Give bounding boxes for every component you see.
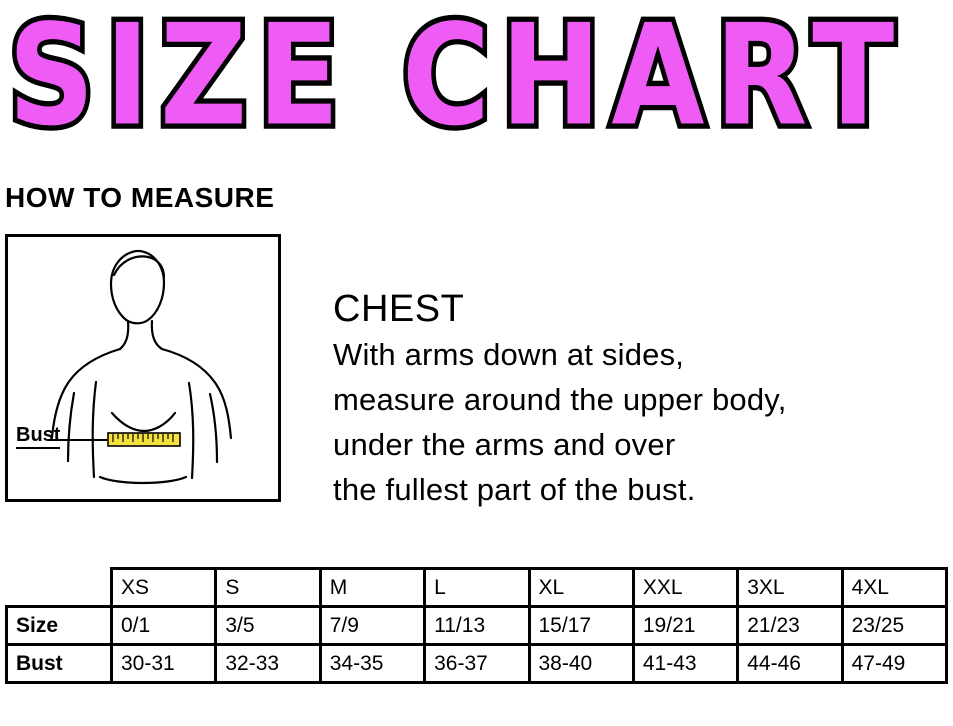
table-cell-size-l: 11/13 xyxy=(425,607,529,645)
table-header-row xyxy=(7,569,947,607)
table-col-header-l: L xyxy=(425,569,529,607)
table-cell-bust-xs: 30-31 xyxy=(112,645,216,683)
table-cell-bust-m: 34-35 xyxy=(320,645,424,683)
table-cell-size-xxl: 19/21 xyxy=(633,607,737,645)
table-row-label-size: Size xyxy=(7,607,112,645)
table-cell-bust-4xl: 47-49 xyxy=(842,645,946,683)
table-cell-bust-3xl: 44-46 xyxy=(738,645,842,683)
chest-description-block xyxy=(333,286,933,512)
table-col-header-s: S xyxy=(216,569,320,607)
table-cell-size-xs: 0/1 xyxy=(112,607,216,645)
table-row xyxy=(7,645,947,683)
bust-callout-label: Bust xyxy=(16,424,60,449)
chest-line-4: the fullest part of the bust. xyxy=(333,472,696,507)
table-col-header-m: M xyxy=(320,569,424,607)
how-to-measure-heading: HOW TO MEASURE xyxy=(5,182,275,213)
table-col-header-xl: XL xyxy=(529,569,633,607)
chest-line-3: under the arms and over xyxy=(333,427,676,462)
table-cell-size-4xl: 23/25 xyxy=(842,607,946,645)
table-col-header-xs: XS xyxy=(112,569,216,607)
table-cell-size-xl: 15/17 xyxy=(529,607,633,645)
table-corner-blank xyxy=(7,569,112,607)
table-cell-bust-xl: 38-40 xyxy=(529,645,633,683)
chest-line-2: measure around the upper body, xyxy=(333,382,787,417)
size-chart-table xyxy=(5,567,948,684)
chest-heading: CHEST xyxy=(333,288,465,330)
table-cell-bust-xxl: 41-43 xyxy=(633,645,737,683)
table-cell-bust-l: 36-37 xyxy=(425,645,529,683)
table-cell-bust-s: 32-33 xyxy=(216,645,320,683)
table-cell-size-3xl: 21/23 xyxy=(738,607,842,645)
female-torso-illustration xyxy=(8,237,278,499)
measurement-figure-box xyxy=(5,234,281,502)
chest-line-1: With arms down at sides, xyxy=(333,337,685,372)
page-title-banner xyxy=(0,0,953,157)
page-title: SIZE CHART xyxy=(8,0,905,157)
table-col-header-xxl: XXL xyxy=(633,569,737,607)
table-col-header-4xl: 4XL xyxy=(842,569,946,607)
table-cell-size-m: 7/9 xyxy=(320,607,424,645)
table-col-header-3xl: 3XL xyxy=(738,569,842,607)
tape-measure-icon xyxy=(108,433,180,446)
table-cell-size-s: 3/5 xyxy=(216,607,320,645)
table-row xyxy=(7,607,947,645)
table-row-label-bust: Bust xyxy=(7,645,112,683)
